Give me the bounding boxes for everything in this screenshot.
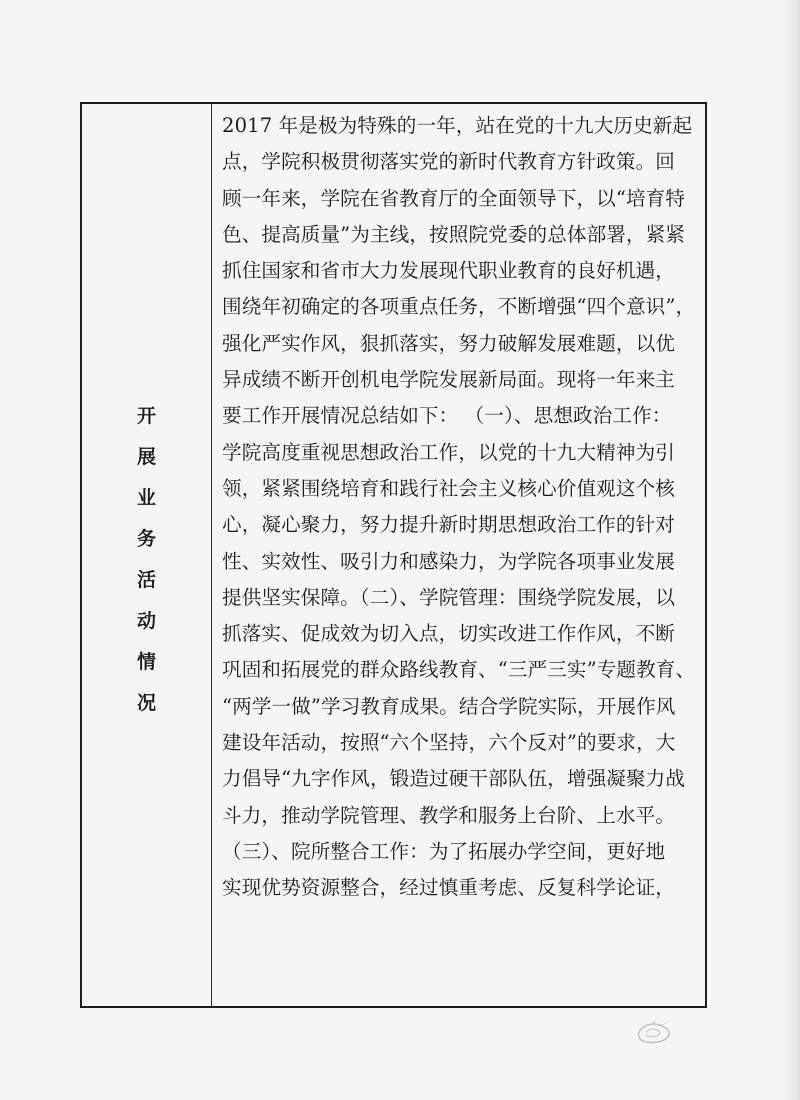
- paragraph-line: 领，紧紧围绕培育和践行社会主义核心价值观这个核: [222, 476, 675, 500]
- section-label-char: 务: [136, 528, 156, 550]
- report-form-table: [80, 102, 707, 1008]
- paragraph-line: （三）、院所整合工作：为了拓展办学空间，更好地: [222, 839, 666, 863]
- paragraph-line: 性、实效性、吸引力和感染力，为学院各项事业发展: [222, 549, 675, 573]
- paragraph-line: 建设年活动，按照“六个坚持，六个反对”的要求，大: [222, 731, 676, 755]
- paragraph-line: 点，学院积极贯彻落实党的新时代教育方针政策。回: [222, 150, 675, 174]
- paragraph-line: 异成绩不断开创机电学院发展新局面。现将一年来主: [222, 368, 675, 392]
- paragraph-line: 提供坚实保障。（二）、学院管理：围绕学院发展，以: [222, 585, 676, 609]
- section-label-char: 业: [136, 487, 156, 509]
- paragraph-line: 力倡导“九字作风，锻造过硬干部队伍，增强凝聚力战: [222, 767, 686, 791]
- section-label-char: 况: [136, 692, 156, 714]
- column-divider: [211, 104, 212, 1006]
- section-label-char: 情: [136, 651, 156, 673]
- section-label-column: [82, 104, 211, 1006]
- scan-edge-shadow: [782, 0, 800, 1100]
- paragraph-line: 学院高度重视思想政治工作，以党的十九大精神为引: [222, 440, 675, 464]
- section-label-char: 展: [136, 446, 156, 468]
- section-label-char: 开: [136, 405, 156, 427]
- paragraph-line: 抓住国家和省市大力发展现代职业教育的良好机遇，: [222, 259, 675, 283]
- paragraph-line: 心，凝心聚力，努力提升新时期思想政治工作的针对: [222, 513, 675, 537]
- paragraph-line: 色、提高质量”为主线，按照院党委的总体部署，紧紧: [222, 222, 686, 246]
- paragraph-line: 顾一年来，学院在省教育厅的全面领导下，以“培育特: [222, 186, 686, 210]
- paragraph-line: 斗力，推动学院管理、教学和服务上台阶、上水平。: [222, 803, 675, 827]
- paragraph-line: 实现优势资源整合，经过慎重考虑、反复科学论证，: [222, 876, 675, 900]
- paragraph-line: 抓落实、促成效为切入点，切实改进工作作风，不断: [222, 622, 675, 646]
- paragraph-line: “两学一做”学习教育成果。结合学院实际，开展作风: [222, 694, 676, 718]
- scan-smudge-mark: [632, 1016, 676, 1046]
- section-label-char: 活: [136, 569, 156, 591]
- paragraph-line: 2017 年是极为特殊的一年，站在党的十九大历史新起: [222, 114, 693, 137]
- paragraph-line: 强化严实作风，狠抓落实，努力破解发展难题，以优: [222, 331, 675, 355]
- section-label-char: 动: [136, 610, 156, 632]
- activity-description: [222, 108, 702, 907]
- paragraph-line: 围绕年初确定的各项重点任务，不断增强“四个意识”，: [222, 295, 696, 319]
- paragraph-line: 巩固和拓展党的群众路线教育、“三严三实”专题教育、: [222, 658, 696, 682]
- paragraph-line: 要工作开展情况总结如下： （一）、思想政治工作：: [222, 404, 672, 428]
